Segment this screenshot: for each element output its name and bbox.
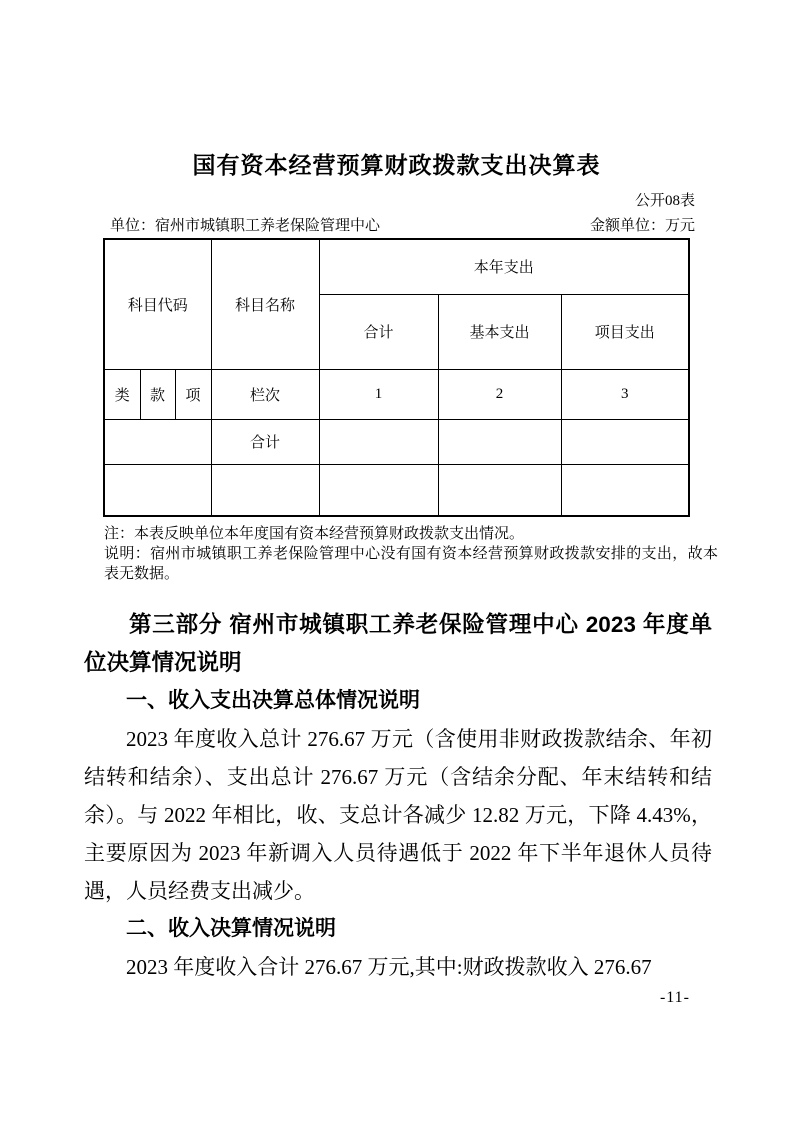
cell-name [211, 464, 319, 516]
cell-project [561, 464, 689, 516]
header-category: 类 [104, 369, 140, 419]
section-heading: 第三部分 宿州市城镇职工养老保险管理中心 2023 年度单位决算情况说明 [84, 612, 712, 675]
subsection-heading-2: 二、收入决算情况说明 [126, 917, 336, 940]
budget-table [103, 238, 690, 517]
subsection-heading-1: 一、收入支出决算总体情况说明 [126, 689, 420, 712]
table-note: 注：本表反映单位本年度国有资本经营预算财政拨款支出情况。 [104, 526, 525, 542]
column-index-1: 1 [319, 369, 438, 419]
table-notes [104, 524, 718, 584]
paragraph-2: 2023 年度收入合计 276.67 万元,其中:财政拨款收入 276.67 [126, 955, 652, 979]
page-number: -11- [659, 989, 690, 1006]
unit-label: 单位：宿州市城镇职工养老保险管理中心 [110, 218, 381, 234]
cell-total [319, 464, 438, 516]
table-row [104, 419, 689, 464]
amount-unit-label: 金额单位：万元 [589, 218, 695, 234]
cell-code [104, 464, 211, 516]
cell-name: 合计 [211, 419, 319, 464]
header-row-1 [104, 239, 689, 294]
cell-project [561, 419, 689, 464]
cell-basic [438, 464, 561, 516]
header-project-expenditure: 项目支出 [561, 294, 689, 369]
page-title: 国有资本经营预算财政拨款支出决算表 [192, 152, 601, 178]
header-basic-expenditure: 基本支出 [438, 294, 561, 369]
table-explanation: 说明：宿州市城镇职工养老保险管理中心没有国有资本经营预算财政拨款安排的支出，故本表无数据。 [104, 546, 718, 582]
column-index-3: 3 [561, 369, 689, 419]
table-tag: 公开08表 [634, 193, 695, 209]
body-text [84, 606, 712, 986]
header-total: 合计 [319, 294, 438, 369]
header-subject-code: 科目代码 [104, 239, 211, 369]
header-subject-name: 科目名称 [211, 239, 319, 369]
cell-basic [438, 419, 561, 464]
header-section: 款 [140, 369, 175, 419]
header-row-3 [104, 369, 689, 419]
cell-total [319, 419, 438, 464]
column-index-2: 2 [438, 369, 561, 419]
paragraph-1: 2023 年度收入总计 276.67 万元（含使用非财政拨款结余、年初结转和结余）、支出总计 276.67 万元（含结余分配、年末结转和结余）。与 2022 年相比，收、支总计各减少 12.82 万元，下降 4.43%，主要原因为 2023 年新调入人员待遇低于 2022 年下半年退休人员待遇，人员经费支出减少。 [84, 727, 712, 903]
header-item: 项 [175, 369, 211, 419]
table-row [104, 464, 689, 516]
header-current-year-expenditure: 本年支出 [319, 239, 689, 294]
cell-code [104, 419, 211, 464]
header-column-label: 栏次 [211, 369, 319, 419]
